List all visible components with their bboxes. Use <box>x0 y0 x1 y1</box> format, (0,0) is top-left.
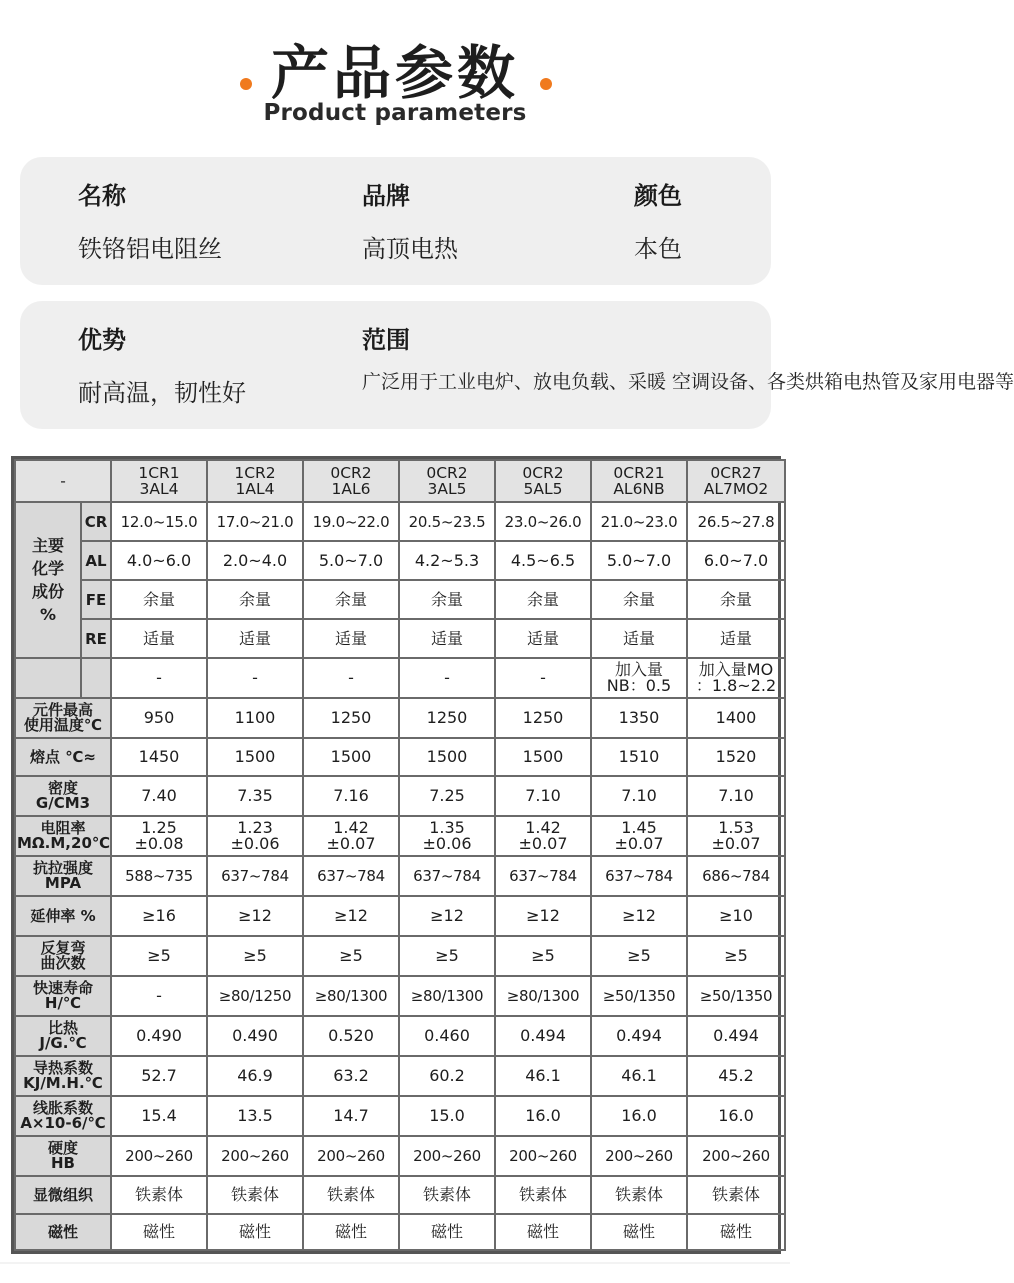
table-cell: 45.2 <box>687 1056 785 1096</box>
table-cell: 46.1 <box>591 1056 687 1096</box>
property-row <box>15 1096 785 1136</box>
property-label: 密度 G/CM3 <box>15 776 111 816</box>
table-cell: 5.0~7.0 <box>303 541 399 580</box>
property-row <box>15 1176 785 1214</box>
table-cell: 1100 <box>207 698 303 738</box>
table-cell: 余量 <box>399 580 495 619</box>
property-label: 延伸率 % <box>15 896 111 936</box>
property-row <box>15 1016 785 1056</box>
table-cell: 0.494 <box>495 1016 591 1056</box>
grade-header: 0CR27 AL7MO2 <box>687 460 785 502</box>
field-name-value: 铁铬铝电阻丝 <box>78 235 222 263</box>
table-cell: 200~260 <box>495 1136 591 1176</box>
element-label <box>81 658 111 698</box>
info-card-usage <box>20 301 1014 429</box>
table-cell: 余量 <box>111 580 207 619</box>
table-cell: 588~735 <box>111 856 207 896</box>
property-row <box>15 738 785 776</box>
table-cell: 5.0~7.0 <box>591 541 687 580</box>
table-cell: 46.9 <box>207 1056 303 1096</box>
property-label: 元件最高 使用温度℃ <box>15 698 111 738</box>
grade-header: 1CR1 3AL4 <box>111 460 207 502</box>
table-cell: 铁素体 <box>399 1176 495 1214</box>
table-cell: 适量 <box>399 619 495 658</box>
composition-row <box>15 658 785 698</box>
table-cell: 637~784 <box>591 856 687 896</box>
table-cell: 加入量MO ：1.8~2.2 <box>687 658 785 698</box>
field-brand-value: 高顶电热 <box>362 235 458 263</box>
table-cell: 磁性 <box>591 1214 687 1250</box>
table-cell: 适量 <box>687 619 785 658</box>
table-cell: 16.0 <box>591 1096 687 1136</box>
table-cell: - <box>111 658 207 698</box>
table-cell: 0.494 <box>687 1016 785 1056</box>
table-cell: 4.5~6.5 <box>495 541 591 580</box>
element-label: CR <box>81 502 111 541</box>
table-cell: 0.494 <box>591 1016 687 1056</box>
table-cell: 铁素体 <box>591 1176 687 1214</box>
table-cell: ≥80/1250 <box>207 976 303 1016</box>
table-cell: 0.460 <box>399 1016 495 1056</box>
table-cell: 13.5 <box>207 1096 303 1136</box>
table-cell: 637~784 <box>207 856 303 896</box>
table-cell: 铁素体 <box>303 1176 399 1214</box>
grade-header: 0CR2 1AL6 <box>303 460 399 502</box>
table-cell: 1500 <box>399 738 495 776</box>
table-cell: 1.25 ±0.08 <box>111 816 207 856</box>
table-cell: 余量 <box>591 580 687 619</box>
table-cell: 1500 <box>495 738 591 776</box>
table-cell: ≥5 <box>399 936 495 976</box>
page-title: 产品参数 <box>270 39 519 107</box>
table-cell: ≥5 <box>207 936 303 976</box>
field-scope <box>362 320 1014 395</box>
property-label: 抗拉强度 MPA <box>15 856 111 896</box>
table-cell: 17.0~21.0 <box>207 502 303 541</box>
property-label: 电阻率 MΩ.M,20℃ <box>15 816 111 856</box>
page-header <box>0 0 790 140</box>
composition-row <box>15 502 785 541</box>
grade-header: 1CR2 1AL4 <box>207 460 303 502</box>
table-cell: 1.23 ±0.06 <box>207 816 303 856</box>
composition-label-blank <box>15 658 81 698</box>
table-cell: ≥80/1300 <box>303 976 399 1016</box>
property-row <box>15 1214 785 1250</box>
table-cell: 适量 <box>591 619 687 658</box>
table-cell: ≥5 <box>111 936 207 976</box>
table-cell: 7.10 <box>591 776 687 816</box>
table-cell: 0.490 <box>111 1016 207 1056</box>
table-cell: 余量 <box>207 580 303 619</box>
table-cell: 1250 <box>495 698 591 738</box>
table-cell: 637~784 <box>399 856 495 896</box>
table-cell: 200~260 <box>111 1136 207 1176</box>
info-card-basic <box>20 157 771 285</box>
table-cell: 加入量 NB：0.5 <box>591 658 687 698</box>
property-row <box>15 816 785 856</box>
table-cell: 16.0 <box>687 1096 785 1136</box>
field-name-label: 名称 <box>78 182 126 210</box>
property-row <box>15 976 785 1016</box>
property-row <box>15 698 785 738</box>
table-cell: ≥50/1350 <box>687 976 785 1016</box>
composition-label: 主要 化学 成份 % <box>15 502 81 658</box>
table-cell: 19.0~22.0 <box>303 502 399 541</box>
table-cell: ≥5 <box>303 936 399 976</box>
grade-header: 0CR2 5AL5 <box>495 460 591 502</box>
property-row <box>15 856 785 896</box>
element-label: FE <box>81 580 111 619</box>
property-label: 磁性 <box>15 1214 111 1250</box>
table-cell: 200~260 <box>591 1136 687 1176</box>
table-cell: 磁性 <box>687 1214 785 1250</box>
parameter-table <box>11 456 781 1254</box>
table-cell: 1.42 ±0.07 <box>495 816 591 856</box>
table-cell: 铁素体 <box>111 1176 207 1214</box>
field-name <box>78 176 222 264</box>
table-cell: 2.0~4.0 <box>207 541 303 580</box>
table-cell: 4.0~6.0 <box>111 541 207 580</box>
table-cell: - <box>495 658 591 698</box>
table-cell: 磁性 <box>495 1214 591 1250</box>
table-cell: ≥16 <box>111 896 207 936</box>
table-cell: 1.42 ±0.07 <box>303 816 399 856</box>
table-cell: 7.16 <box>303 776 399 816</box>
table-cell: 0.520 <box>303 1016 399 1056</box>
table-cell: 6.0~7.0 <box>687 541 785 580</box>
table-cell: 适量 <box>111 619 207 658</box>
table-header-row <box>15 460 785 502</box>
property-label: 比热 J/G.℃ <box>15 1016 111 1056</box>
table-cell: ≥10 <box>687 896 785 936</box>
table-cell: - <box>207 658 303 698</box>
table-cell: 适量 <box>303 619 399 658</box>
table-cell: 7.10 <box>495 776 591 816</box>
field-brand-label: 品牌 <box>362 182 410 210</box>
field-color-label: 颜色 <box>634 182 682 210</box>
table-cell: 1.53 ±0.07 <box>687 816 785 856</box>
table-cell: 磁性 <box>399 1214 495 1250</box>
table-cell: ≥5 <box>591 936 687 976</box>
table-cell: 磁性 <box>111 1214 207 1250</box>
table-cell: 适量 <box>495 619 591 658</box>
table-cell: 20.5~23.5 <box>399 502 495 541</box>
property-label: 导热系数 KJ/M.H.℃ <box>15 1056 111 1096</box>
table-cell: ≥80/1300 <box>495 976 591 1016</box>
property-label: 快速寿命 H/℃ <box>15 976 111 1016</box>
table-cell: 46.1 <box>495 1056 591 1096</box>
table-cell: ≥80/1300 <box>399 976 495 1016</box>
field-color <box>634 176 682 264</box>
property-label: 线胀系数 A×10-6/℃ <box>15 1096 111 1136</box>
property-row <box>15 776 785 816</box>
table-cell: 余量 <box>303 580 399 619</box>
table-cell: 26.5~27.8 <box>687 502 785 541</box>
table-cell: 200~260 <box>399 1136 495 1176</box>
property-row <box>15 896 785 936</box>
table-cell: 52.7 <box>111 1056 207 1096</box>
property-label: 熔点 ℃≈ <box>15 738 111 776</box>
composition-row <box>15 541 785 580</box>
property-label: 反复弯 曲次数 <box>15 936 111 976</box>
table-cell: 686~784 <box>687 856 785 896</box>
table-cell: 15.0 <box>399 1096 495 1136</box>
table-cell: 14.7 <box>303 1096 399 1136</box>
grade-header: 0CR21 AL6NB <box>591 460 687 502</box>
table-cell: 余量 <box>687 580 785 619</box>
property-label: 硬度 HB <box>15 1136 111 1176</box>
table-cell: 1500 <box>207 738 303 776</box>
table-cell: 200~260 <box>207 1136 303 1176</box>
table-cell: ≥12 <box>591 896 687 936</box>
field-brand <box>362 176 458 264</box>
field-advantage <box>78 320 246 408</box>
element-label: RE <box>81 619 111 658</box>
table-cell: 1250 <box>303 698 399 738</box>
field-color-value: 本色 <box>634 235 682 263</box>
table-cell: ≥12 <box>303 896 399 936</box>
table-cell: 铁素体 <box>687 1176 785 1214</box>
table-cell: 637~784 <box>303 856 399 896</box>
table-cell: 1400 <box>687 698 785 738</box>
table-cell: 1450 <box>111 738 207 776</box>
table-cell: 21.0~23.0 <box>591 502 687 541</box>
table-cell: ≥12 <box>399 896 495 936</box>
property-row <box>15 1136 785 1176</box>
property-label: 显微组织 <box>15 1176 111 1214</box>
table-cell: 1500 <box>303 738 399 776</box>
footer-divider <box>0 1262 790 1264</box>
table-cell: 200~260 <box>687 1136 785 1176</box>
composition-row <box>15 580 785 619</box>
field-scope-value: 广泛用于工业电炉、放电负载、采暖 空调设备、各类烘箱电热管及家用电器等 <box>362 371 1014 393</box>
table-cell: 1250 <box>399 698 495 738</box>
table-cell: - <box>303 658 399 698</box>
table-cell: 7.35 <box>207 776 303 816</box>
table-cell: 23.0~26.0 <box>495 502 591 541</box>
table-cell: 15.4 <box>111 1096 207 1136</box>
table-cell: 磁性 <box>207 1214 303 1250</box>
grade-header: 0CR2 3AL5 <box>399 460 495 502</box>
table-cell: 1350 <box>591 698 687 738</box>
table-cell: 1520 <box>687 738 785 776</box>
table-cell: 适量 <box>207 619 303 658</box>
table-cell: 200~260 <box>303 1136 399 1176</box>
table-cell: 950 <box>111 698 207 738</box>
table-cell: 12.0~15.0 <box>111 502 207 541</box>
table-cell: ≥5 <box>495 936 591 976</box>
field-scope-label: 范围 <box>362 326 410 354</box>
table-cell: 1.35 ±0.06 <box>399 816 495 856</box>
table-cell: 1.45 ±0.07 <box>591 816 687 856</box>
element-label: AL <box>81 541 111 580</box>
table-cell: 16.0 <box>495 1096 591 1136</box>
field-advantage-value: 耐高温，韧性好 <box>78 379 246 407</box>
table-cell: ≥12 <box>207 896 303 936</box>
orange-dot-right <box>540 78 552 90</box>
table-cell: ≥12 <box>495 896 591 936</box>
table-cell: 7.40 <box>111 776 207 816</box>
property-row <box>15 1056 785 1096</box>
field-advantage-label: 优势 <box>78 326 126 354</box>
table-cell: 4.2~5.3 <box>399 541 495 580</box>
header-corner: - <box>15 460 111 502</box>
table-cell: 余量 <box>495 580 591 619</box>
page-subtitle: Product parameters <box>263 100 527 126</box>
table-cell: 7.25 <box>399 776 495 816</box>
table-cell: 63.2 <box>303 1056 399 1096</box>
table-cell: 1510 <box>591 738 687 776</box>
table-cell: 0.490 <box>207 1016 303 1056</box>
table-cell: ≥50/1350 <box>591 976 687 1016</box>
composition-row <box>15 619 785 658</box>
property-row <box>15 936 785 976</box>
table-cell: - <box>111 976 207 1016</box>
table-cell: 60.2 <box>399 1056 495 1096</box>
table-cell: 铁素体 <box>495 1176 591 1214</box>
table-cell: 637~784 <box>495 856 591 896</box>
table-cell: - <box>399 658 495 698</box>
table-cell: 7.10 <box>687 776 785 816</box>
table-cell: 磁性 <box>303 1214 399 1250</box>
table-cell: 铁素体 <box>207 1176 303 1214</box>
table-cell: ≥5 <box>687 936 785 976</box>
